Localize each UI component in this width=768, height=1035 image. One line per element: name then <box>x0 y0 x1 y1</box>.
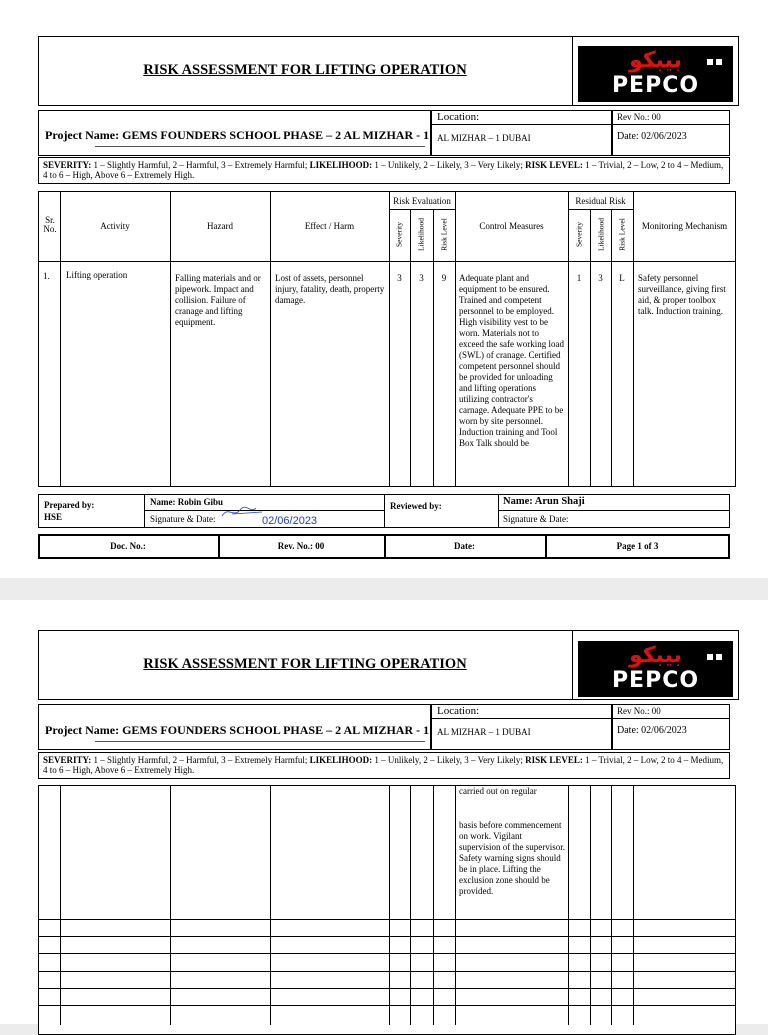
header-res-risk-level: Risk Level <box>617 218 627 251</box>
row1-monitoring: Safety personnel surveillance, giving first aid, & proper toolbox talk. Induction training. <box>638 273 726 316</box>
header-risk-evaluation: Risk Evaluation <box>393 196 451 206</box>
rev-no: Rev No.: 00 <box>617 112 661 122</box>
location-value-2: AL MIZHAR – 1 DUBAI <box>437 727 531 737</box>
row1-severity: 3 <box>397 273 402 283</box>
logo-arabic-text: بيبكو <box>629 48 682 73</box>
row1-risk-level: 9 <box>441 273 447 283</box>
logo-latin-text: PEPCO <box>611 73 700 98</box>
doc-date: Date: 02/06/2023 <box>617 131 687 142</box>
header-effect: Effect / Harm <box>304 221 355 231</box>
pepco-logo <box>578 46 733 102</box>
reviewed-name: Name: Arun Shaji <box>503 496 585 507</box>
control-measures-continued-a: carried out on regular <box>459 786 537 796</box>
rev-no-2: Rev No.: 00 <box>617 706 661 716</box>
row1-res-level: L <box>619 273 625 283</box>
control-measures-continued-b: basis before commencement on work. Vigilant supervision of the supervisor. Safety warning signs should be in place. Lifting the exclusion zone should be provided. <box>459 820 565 896</box>
logo-latin-text-2: PEPCO <box>611 668 700 693</box>
row1-likelihood: 3 <box>419 273 424 283</box>
risk-table <box>38 191 736 487</box>
logo-dots-icon-2 <box>707 654 723 664</box>
project-name-2: Project Name: GEMS FOUNDERS SCHOOL PHASE – 2 AL MIZHAR - 1 <box>45 723 430 737</box>
prepared-name: Name: Robin Gibu <box>150 497 224 507</box>
header-residual-risk: Residual Risk <box>575 196 626 206</box>
reviewed-by-label: Reviewed by: <box>390 501 442 511</box>
prepared-signature-label: Signature & Date: <box>150 514 216 524</box>
header-control-measures: Control Measures <box>479 221 544 231</box>
footer-page: Page 1 of 3 <box>616 541 659 551</box>
document-title-2: RISK ASSESSMENT FOR LIFTING OPERATION <box>143 656 467 672</box>
row1-hazard: Falling materials and or pipework. Impact and collision. Failure of cranage and lifting equipment. <box>175 273 261 327</box>
header-hazard: Hazard <box>207 221 233 231</box>
prepared-dept: HSE <box>44 512 63 522</box>
header-activity: Activity <box>100 221 130 231</box>
logo-dots-icon <box>707 59 723 69</box>
pepco-logo-2 <box>578 641 733 697</box>
prepared-by-label: Prepared by: <box>44 500 95 510</box>
risk-table-continued <box>38 785 736 1035</box>
signature-scribble <box>218 502 268 522</box>
row1-sr: 1. <box>43 271 50 281</box>
header-res-severity: Severity <box>574 222 584 247</box>
logo-arabic-text-2: بيبكو <box>629 643 682 668</box>
footer-rev-no: Rev. No.: 00 <box>277 541 325 551</box>
header-risk-level: Risk Level <box>439 218 449 251</box>
row1-activity: Lifting operation <box>66 270 128 280</box>
legend-text: SEVERITY: 1 – Slightly Harmful, 2 – Harmful, 3 – Extremely Harmful; LIKELIHOOD: 1 – Unlikely, 2 – Likely, 3 – Very Likely; RISK LEVEL: 1 – Trivial, 2 – Low, 2 to 4 – Medium, 4 to 6 – High, Above 6 – Extremely High. <box>43 160 724 180</box>
location-value: AL MIZHAR – 1 DUBAI <box>437 133 531 143</box>
footer-date: Date: <box>454 541 475 551</box>
footer-doc-no: Doc. No.: <box>110 541 146 551</box>
legend-text-2: SEVERITY: 1 – Slightly Harmful, 2 – Harmful, 3 – Extremely Harmful; LIKELIHOOD: 1 – Unlikely, 2 – Likely, 3 – Very Likely; RISK LEVEL: 1 – Trivial, 2 – Low, 2 to 4 – Medium, 4 to 6 – High, Above 6 – Extremely High. <box>43 755 724 775</box>
row1-res-likelihood: 3 <box>598 273 603 283</box>
header-monitoring: Monitoring Mechanism <box>641 221 728 231</box>
prepared-signature-date: 02/06/2023 <box>262 515 318 527</box>
header-res-likelihood: Likelihood <box>596 218 606 251</box>
header-severity: Severity <box>394 222 404 247</box>
location-label: Location: <box>437 111 480 123</box>
location-label-2: Location: <box>437 705 480 717</box>
row1-res-severity: 1 <box>576 273 582 283</box>
header-likelihood: Likelihood <box>416 218 426 251</box>
header-sr-no: Sr. No. <box>43 215 57 234</box>
row1-effect: Lost of assets, personnel injury, fatality, death, property damage. <box>275 273 385 305</box>
row1-control-measures: Adequate plant and equipment to be ensured. Trained and competent personnel to be employed. High visibility vest to be worn. Materials not to exceed the safe working load (SWL) of cranage. Certified competent personnel should be provided for unloading and lifting operations utilizing contractor's carnage. Adequate PPE to be worn by site personnel. Induction training and Tool Box Talk should be <box>459 273 564 448</box>
doc-date-2: Date: 02/06/2023 <box>617 725 687 736</box>
document-title: RISK ASSESSMENT FOR LIFTING OPERATION <box>143 62 467 78</box>
reviewed-signature-label: Signature & Date: <box>503 514 569 524</box>
project-name: Project Name: GEMS FOUNDERS SCHOOL PHASE – 2 AL MIZHAR - 1 <box>45 128 430 142</box>
